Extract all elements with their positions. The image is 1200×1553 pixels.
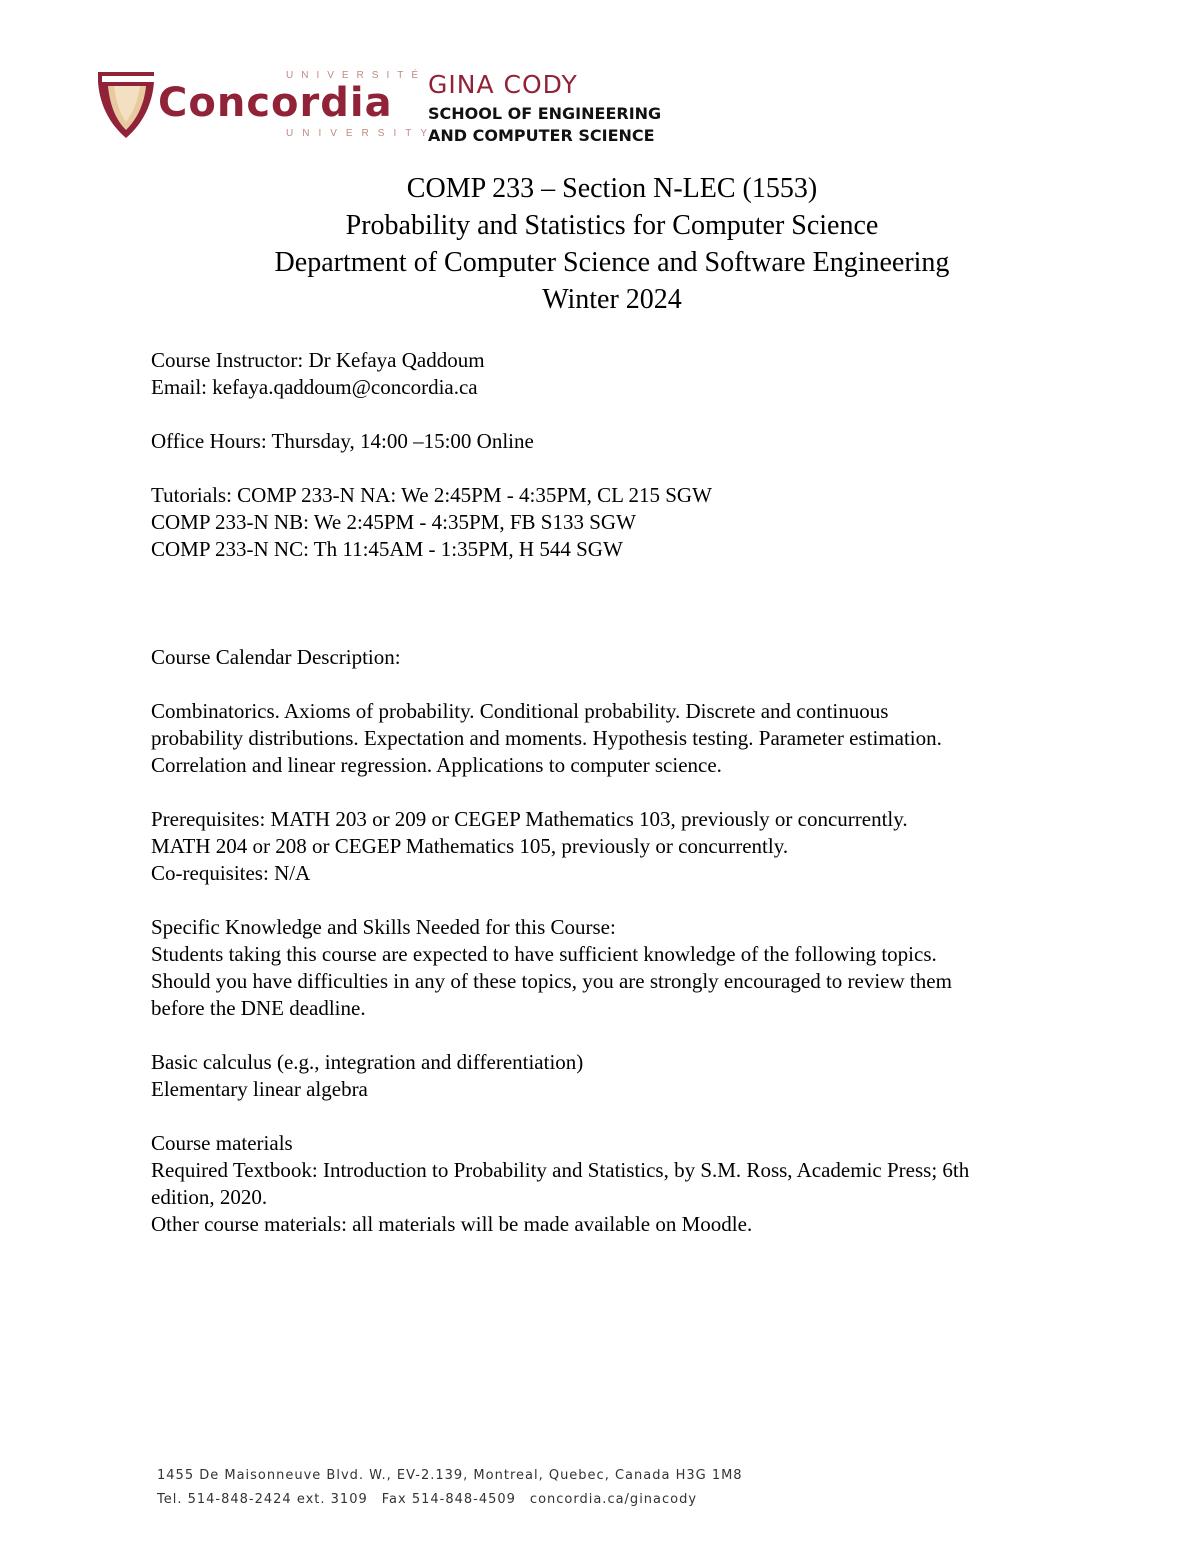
university-top-label: UNIVERSITÉ: [286, 70, 427, 81]
footer-phone: Tel. 514-848-2424 ext. 3109: [157, 1492, 368, 1507]
tutorial-line: COMP 233-N NC: Th 11:45AM - 1:35PM, H 544 SGW: [151, 537, 623, 561]
footer-address: 1455 De Maisonneuve Blvd. W., EV-2.139, Montreal, Quebec, Canada H3G 1M8: [157, 1468, 743, 1483]
school-subtitle-line1: SCHOOL OF ENGINEERING: [428, 104, 662, 123]
term-title: Winter 2024: [542, 284, 682, 315]
skills-line: before the DNE deadline.: [151, 996, 366, 1020]
instructor-line: Course Instructor: Dr Kefaya Qaddoum: [151, 348, 485, 372]
course-code-title: COMP 233 – Section N-LEC (1553): [406, 173, 818, 204]
header-logo: [96, 66, 696, 156]
skills-topic: Elementary linear algebra: [151, 1077, 368, 1101]
footer-website-link[interactable]: concordia.ca/ginacody: [529, 1492, 698, 1507]
skills-line: Students taking this course are expected to have sufficient knowledge of the following topics.: [151, 942, 937, 966]
course-name-title: Probability and Statistics for Computer Science: [345, 210, 879, 241]
skills-heading: Specific Knowledge and Skills Needed for this Course:: [151, 915, 616, 939]
materials-line: edition, 2020.: [151, 1185, 268, 1209]
skills-topic: Basic calculus (e.g., integration and differentiation): [151, 1050, 584, 1074]
skills-line: Should you have difficulties in any of these topics, you are strongly encouraged to review them: [151, 969, 952, 993]
instructor-email: Email: kefaya.qaddoum@concordia.ca: [151, 375, 478, 399]
title-block: [0, 170, 1200, 318]
materials-heading: Course materials: [151, 1131, 293, 1155]
university-name: Concordia: [158, 80, 393, 126]
materials-line: Required Textbook: Introduction to Probability and Statistics, by S.M. Ross, Academic Press; 6th: [151, 1158, 970, 1182]
school-subtitle-line2: AND COMPUTER SCIENCE: [428, 126, 655, 145]
school-name: GINA CODY: [428, 70, 578, 99]
calendar-line: probability distributions. Expectation and moments. Hypothesis testing. Parameter estimation.: [151, 726, 942, 750]
university-bottom-label: UNIVERSITY: [286, 128, 437, 139]
corequisite-line: Co-requisites: N/A: [151, 861, 311, 885]
calendar-heading: Course Calendar Description:: [151, 645, 401, 669]
concordia-shield-icon: [96, 68, 158, 142]
footer-contact-line: [157, 1488, 743, 1512]
calendar-line: Correlation and linear regression. Applications to computer science.: [151, 753, 722, 777]
materials-line: Other course materials: all materials will be made available on Moodle.: [151, 1212, 753, 1236]
footer-contact: [157, 1464, 743, 1512]
prerequisite-line: MATH 204 or 208 or CEGEP Mathematics 105, previously or concurrently.: [151, 834, 789, 858]
office-hours: Office Hours: Thursday, 14:00 –15:00 Online: [151, 429, 534, 453]
tutorial-line: COMP 233-N NB: We 2:45PM - 4:35PM, FB S133 SGW: [151, 510, 636, 534]
footer-fax: Fax 514-848-4509: [381, 1492, 516, 1507]
calendar-line: Combinatorics. Axioms of probability. Conditional probability. Discrete and continuous: [151, 699, 889, 723]
tutorial-line: Tutorials: COMP 233-N NA: We 2:45PM - 4:35PM, CL 215 SGW: [151, 483, 712, 507]
department-title: Department of Computer Science and Software Engineering: [274, 247, 950, 278]
prerequisite-line: Prerequisites: MATH 203 or 209 or CEGEP Mathematics 103, previously or concurrently.: [151, 807, 908, 831]
syllabus-body: [151, 347, 1091, 1238]
